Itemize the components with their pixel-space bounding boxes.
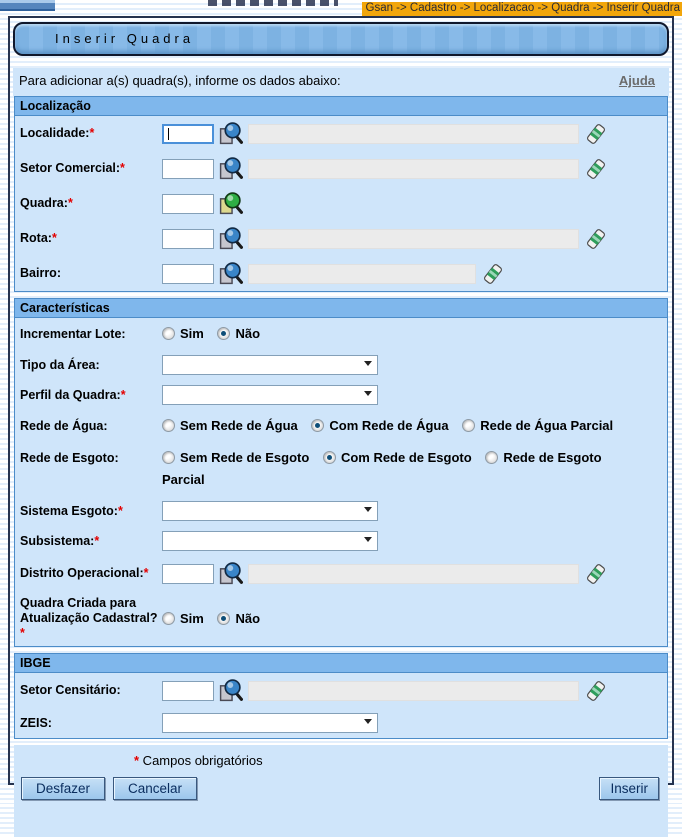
magnifier-icon (218, 274, 243, 289)
setor-comercial-search-button[interactable] (218, 156, 243, 181)
bairro-clear-button[interactable] (482, 263, 504, 285)
section-ibge (14, 653, 668, 739)
rota-description-field (248, 229, 579, 249)
rota-label: Rota: (20, 231, 52, 245)
setor-comercial-clear-button[interactable] (585, 158, 607, 180)
field-row-distrito-operacional (15, 556, 667, 591)
field-row-quadra (15, 186, 667, 221)
field-row-localidade (15, 116, 667, 151)
required-mark: * (121, 388, 126, 402)
field-row-zeis (15, 708, 667, 738)
clipped-header-text (208, 0, 338, 6)
field-row-tipo-area (15, 350, 667, 380)
quadra-input[interactable] (162, 194, 214, 214)
setor-comercial-label: Setor Comercial: (20, 161, 120, 175)
field-row-rota (15, 221, 667, 256)
form-container (8, 16, 674, 785)
required-mark: * (144, 566, 149, 580)
sistema-esgoto-select[interactable] (162, 501, 378, 521)
zeis-select[interactable] (162, 713, 378, 733)
bairro-search-button[interactable] (218, 261, 243, 286)
magnifier-green-icon (218, 204, 243, 219)
field-row-incrementar-lote (15, 318, 667, 350)
eraser-icon (585, 690, 607, 705)
tipo-area-select[interactable] (162, 355, 378, 375)
localidade-clear-button[interactable] (585, 123, 607, 145)
setor-censitario-label: Setor Censitário: (20, 683, 121, 697)
footer-area (14, 745, 668, 837)
quadra-criada-nao-radio[interactable] (217, 612, 230, 625)
field-row-setor-censitario (15, 673, 667, 708)
localidade-label: Localidade: (20, 126, 89, 140)
field-row-quadra-criada (15, 591, 667, 646)
chevron-down-icon (364, 361, 372, 366)
magnifier-icon (218, 574, 243, 589)
required-mark: * (120, 161, 125, 175)
field-row-subsistema (15, 526, 667, 556)
localidade-description-field (248, 124, 579, 144)
subsistema-label: Subsistema: (20, 534, 94, 548)
quadra-criada-label: Quadra Criada para Atualização Cadastral? (20, 596, 158, 625)
section-caracteristicas (14, 298, 668, 647)
cancelar-button[interactable]: Cancelar (113, 777, 197, 800)
zeis-label: ZEIS: (20, 716, 52, 730)
setor-censitario-input[interactable] (162, 681, 214, 701)
magnifier-icon (218, 134, 243, 149)
radio-label: Sim (180, 611, 204, 626)
distrito-operacional-description-field (248, 564, 579, 584)
inserir-button[interactable]: Inserir (599, 777, 659, 800)
intro-row (13, 68, 669, 96)
required-mark: * (94, 534, 99, 548)
incrementar-lote-label: Incrementar Lote: (20, 327, 126, 341)
required-mark: * (118, 504, 123, 518)
eraser-icon (585, 133, 607, 148)
eraser-icon (585, 168, 607, 183)
rede-esgoto-sem-radio[interactable] (162, 451, 175, 464)
chevron-down-icon (364, 391, 372, 396)
page-title: Inserir Quadra (13, 22, 669, 56)
setor-comercial-description-field (248, 159, 579, 179)
spacer (13, 56, 669, 68)
distrito-operacional-input[interactable] (162, 564, 214, 584)
perfil-quadra-select[interactable] (162, 385, 378, 405)
rede-agua-label: Rede de Água: (20, 419, 108, 433)
eraser-icon (482, 273, 504, 288)
incrementar-lote-nao-radio[interactable] (217, 327, 230, 340)
field-row-sistema-esgoto (15, 496, 667, 526)
field-row-rede-esgoto (15, 442, 667, 496)
buttons-row (14, 768, 668, 800)
rede-esgoto-label: Rede de Esgoto: (20, 451, 119, 465)
rede-esgoto-parcial-radio[interactable] (485, 451, 498, 464)
quadra-label: Quadra: (20, 196, 68, 210)
quadra-criada-sim-radio[interactable] (162, 612, 175, 625)
bairro-label: Bairro: (20, 266, 61, 280)
required-fields-note: * Campos obrigatórios (14, 753, 668, 768)
localidade-search-button[interactable] (218, 121, 243, 146)
chevron-down-icon (364, 719, 372, 724)
chevron-down-icon (364, 507, 372, 512)
eraser-icon (585, 573, 607, 588)
rede-agua-com-radio[interactable] (311, 419, 324, 432)
subsistema-select[interactable] (162, 531, 378, 551)
radio-label: Não (235, 611, 260, 626)
setor-censitario-description-field (248, 681, 579, 701)
field-row-bairro (15, 256, 667, 291)
breadcrumb[interactable]: Gsan -> Cadastro -> Localizacao -> Quadra -> Inserir Quadra (362, 2, 682, 16)
setor-censitario-search-button[interactable] (218, 678, 243, 703)
rota-input[interactable] (162, 229, 214, 249)
chevron-down-icon (364, 537, 372, 542)
distrito-operacional-search-button[interactable] (218, 561, 243, 586)
radio-label: Com Rede de Água (329, 418, 448, 433)
setor-censitario-clear-button[interactable] (585, 680, 607, 702)
rede-agua-parcial-radio[interactable] (462, 419, 475, 432)
intro-instruction: Para adicionar a(s) quadra(s), informe os dados abaixo: (19, 73, 341, 88)
bairro-description-field (248, 264, 476, 284)
field-row-perfil-quadra (15, 380, 667, 410)
help-link[interactable]: Ajuda (619, 73, 655, 88)
magnifier-icon (218, 169, 243, 184)
bairro-input[interactable] (162, 264, 214, 284)
rede-esgoto-com-radio[interactable] (323, 451, 336, 464)
setor-comercial-input[interactable] (162, 159, 214, 179)
section-localizacao-title: Localização (15, 97, 667, 116)
required-mark: * (68, 196, 73, 210)
localidade-input[interactable] (162, 124, 214, 144)
radio-label: Rede de Água Parcial (480, 418, 613, 433)
required-mark: * (89, 126, 94, 140)
radio-label: Sem Rede de Esgoto (180, 450, 309, 465)
eraser-icon (585, 238, 607, 253)
section-ibge-title: IBGE (15, 654, 667, 673)
radio-label: Sim (180, 326, 204, 341)
incrementar-lote-sim-radio[interactable] (162, 327, 175, 340)
section-caracteristicas-title: Características (15, 299, 667, 318)
field-row-setor-comercial (15, 151, 667, 186)
required-mark: * (134, 753, 139, 768)
rota-search-button[interactable] (218, 226, 243, 251)
magnifier-icon (218, 691, 243, 706)
radio-label: Com Rede de Esgoto (341, 450, 472, 465)
section-localizacao (14, 96, 668, 292)
desfazer-button[interactable]: Desfazer (21, 777, 105, 800)
distrito-operacional-label: Distrito Operacional: (20, 566, 144, 580)
quadra-search-button[interactable] (218, 191, 243, 216)
tipo-area-label: Tipo da Área: (20, 358, 100, 372)
header-nav-fragment (0, 0, 55, 11)
page-header-strip (0, 0, 682, 15)
perfil-quadra-label: Perfil da Quadra: (20, 388, 121, 402)
distrito-operacional-clear-button[interactable] (585, 563, 607, 585)
radio-label: Rede de Esgoto Parcial (162, 450, 602, 487)
sistema-esgoto-label: Sistema Esgoto: (20, 504, 118, 518)
radio-label: Não (235, 326, 260, 341)
radio-label: Sem Rede de Água (180, 418, 298, 433)
rota-clear-button[interactable] (585, 228, 607, 250)
field-row-rede-agua (15, 410, 667, 442)
required-mark: * (20, 626, 25, 640)
magnifier-icon (218, 239, 243, 254)
required-mark: * (52, 231, 57, 245)
rede-agua-sem-radio[interactable] (162, 419, 175, 432)
